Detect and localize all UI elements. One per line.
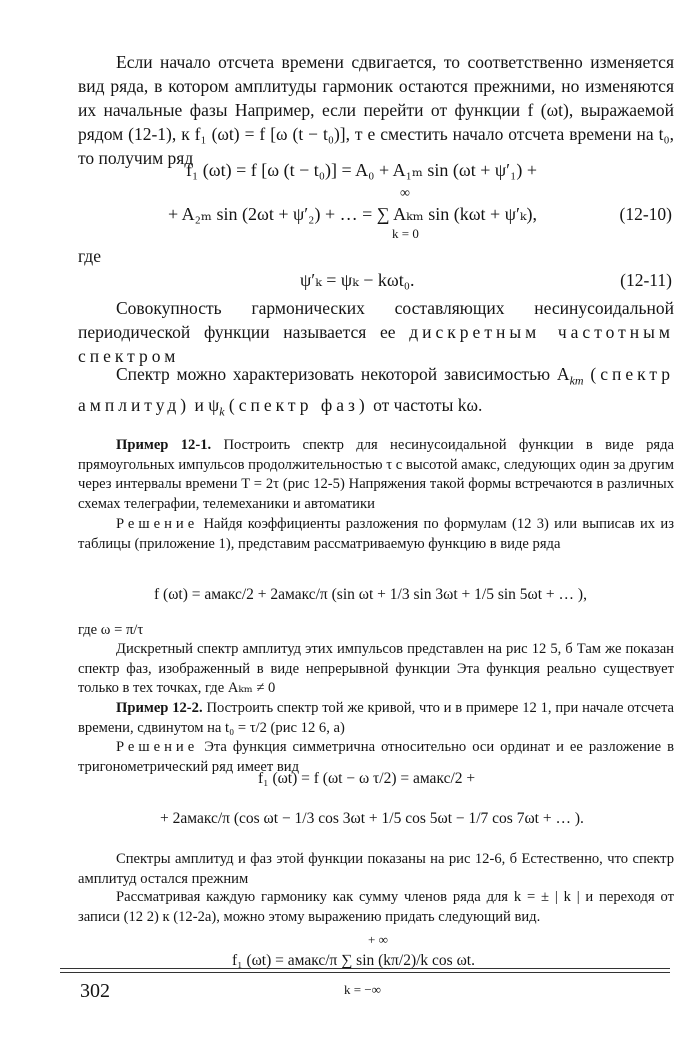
paragraph-considering-harmonics-text: Рассматривая каждую гармонику как сумму членов ряда для k = ± | k | и переходя от записи (12 2) к (12-2а), можно этому выражению придать следующий вид. — [78, 889, 674, 925]
solution-12-2-body: Эта функция симметрична относительно оси ординат и ее разложение в тригонометрический ряд имеет вид — [78, 739, 674, 775]
label-where-1: где — [78, 246, 101, 266]
formula-complex-series: f₁ (ωt) = aмакс/π ∑ sin (kπ/2)/k cos ωt. — [232, 952, 475, 969]
example-12-1-title: Пример 12-1. — [116, 437, 212, 453]
sum-lower-limit-final: k = −∞ — [344, 982, 381, 997]
paragraph-spectrum-char-end: от частоты kω. — [373, 394, 483, 415]
paragraph-intro — [78, 50, 674, 170]
equation-number-12-10: (12-10) — [619, 204, 672, 224]
formula-shifted-line2: + 2aмакс/π (cos ωt − 1/3 cos 3ωt + 1/5 cos 5ωt − 1/7 cos 7ωt + … ). — [160, 810, 584, 827]
term-amplitude-spectrum: (спектр амплитуд) — [78, 364, 675, 415]
paragraph-spectrum-characterization: Спектр можно характеризовать некоторой зависимостью $A_{km}$ (спектр амплитуд) и $\psi_k$ (спектр фаз) от частоты kω. — [78, 364, 675, 418]
example-12-1-body: Построить спектр для несинусоидальной функции в виде ряда прямоугольных импульсов продолжительностью τ с высотой aмакс, следующих один за другим через интервалы времени T = 2τ (рис 12-5) Напряжения такой формы встречаются в различных схемах телеграфии, телемеханики и автоматики — [78, 437, 674, 512]
formula-12-11: ψ′ₖ = ψₖ − kωt₀. — [300, 270, 415, 290]
paragraph-discrete-spectrum-text: Дискретный спектр амплитуд этих импульсов представлен на рис 12 5, б Там же показан спектр фаз, изображенный в виде непрерывной функции Эта функция реально существует только в тех точках, где Aₖₘ ≠ 0 — [78, 641, 674, 697]
sum-lower-limit: k = 0 — [392, 226, 419, 241]
example-12-2 — [78, 699, 674, 738]
equation-number-12-11: (12-11) — [620, 270, 672, 290]
formula-shifted-line1: f₁ (ωt) = f (ωt − ω τ/2) = aмакс/2 + — [258, 770, 476, 787]
label-where-omega: где ω = π/τ — [78, 622, 144, 638]
term-discrete-spectrum: дискретным частотным спектром — [78, 322, 674, 366]
solution-12-1-label: Решение — [116, 516, 199, 532]
sum-upper-limit: ∞ — [400, 186, 410, 201]
paragraph-spectrum-definition — [78, 296, 674, 368]
example-12-2-title: Пример 12-2. — [116, 700, 203, 716]
formula-12-10-line1: f₁ (ωt) = f [ω (t − t₀)] = A₀ + A₁ₘ sin (ωt + ψ′₁) + — [186, 160, 538, 180]
solution-12-1-body: Найдя коэффициенты разложения по формулам (12 3) или выписав их из таблицы (приложение 1), представим рассматриваемую функцию в виде ряда — [78, 516, 674, 552]
paragraph-considering-harmonics — [78, 888, 674, 927]
example-12-1 — [78, 436, 674, 514]
bottom-rule-2 — [60, 972, 670, 973]
example-12-2-body: Построить спектр той же кривой, что и в примере 12 1, при начале отсчета времени, сдвинутом на t₀ = τ/2 (рис 12 6, а) — [78, 700, 674, 736]
page-number: 302 — [80, 980, 110, 1002]
formula-12-10-line2: + A₂ₘ sin (2ωt + ψ′₂) + … = ∑ Aₖₘ sin (kωt + ψ′ₖ), — [168, 204, 537, 224]
paragraph-spectrum-char-start: Спектр можно характеризовать некоторой зависимостью A — [116, 364, 570, 384]
formula-square-wave-series: f (ωt) = aмакс/2 + 2aмакс/π (sin ωt + 1/3 sin 3ωt + 1/5 sin 5ωt + … ), — [154, 586, 587, 603]
bottom-rule-1 — [60, 968, 670, 969]
solution-12-1 — [78, 515, 674, 554]
paragraph-intro-text: Если начало отсчета времени сдвигается, то соответственно изменяется вид ряда, в котором амплитуды гармоник остаются прежними, но изменяются их начальные фазы Например, если перейти от функции f (ωt), выражаемой рядом (12-1), к f₁ (ωt) = f [ω (t − t₀)], т е сместить начало отсчета времени на t₀, то получим ряд — [78, 52, 674, 168]
solution-12-2-label: Решение — [116, 739, 199, 755]
paragraph-spectra-shown-text: Спектры амплитуд и фаз этой функции показаны на рис 12-6, б Естественно, что спектр амплитуд остался прежним — [78, 851, 674, 887]
paragraph-spectrum-definition-text: Совокупность гармонических составляющих несинусоидальной периодической функции называется ее — [78, 298, 674, 342]
paragraph-spectrum-char-mid: и ψ — [194, 394, 220, 415]
paragraph-spectra-shown — [78, 850, 674, 889]
sum-upper-limit-final: + ∞ — [368, 932, 388, 947]
term-phase-spectrum: (спектр фаз) — [228, 394, 369, 415]
paragraph-discrete-spectrum — [78, 640, 674, 699]
